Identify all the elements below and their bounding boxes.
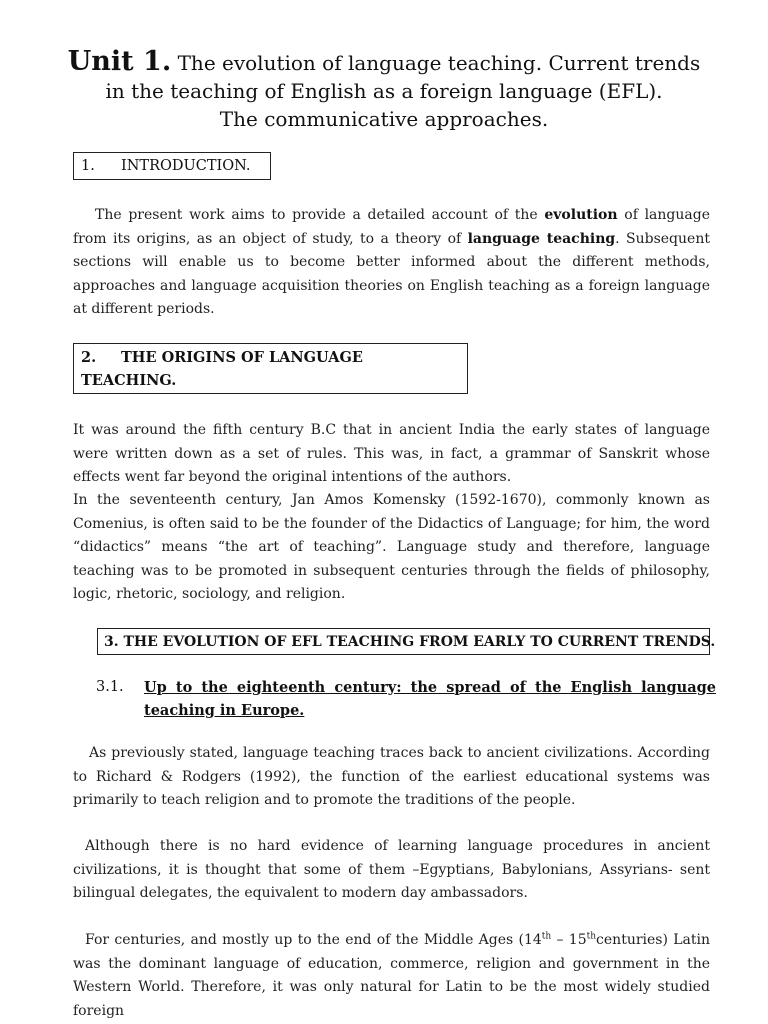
section-2-heading-line-2: TEACHING. (81, 372, 177, 389)
unit-label: Unit 1. (67, 46, 172, 77)
evolution-paragraph-3 (73, 929, 710, 1023)
evolution-paragraph-2: Although there is no hard evidence of learning language procedures in ancient civilizations, it is thought that some of them –Egyptians, Babylonians, Assyrians- sent bilingual delegates, the equivalent to modern day ambassadors. (73, 838, 710, 901)
section-3-heading: 3. THE EVOLUTION OF EFL TEACHING FROM EARLY TO CURRENT TRENDS. (104, 634, 716, 650)
title-line-3: The communicative approaches. (219, 107, 549, 131)
superscript-th-2: th (586, 931, 597, 942)
evolution-paragraph-1: As previously stated, language teaching traces back to ancient civilizations. According to Richard & Rodgers (1992), the function of the earliest educational systems was primarily to teach religion and to promote the traditions of the people. (73, 745, 710, 808)
middle-ages-text-1: For centuries, and mostly up to the end of the Middle Ages (14 (85, 932, 542, 948)
intro-bold-language-teaching: language teaching (467, 230, 616, 247)
intro-text-3: . Subsequent sections will enable us to become better informed about the different methods, approaches and language acquisition theories on English teaching as a foreign language at different periods. (73, 230, 710, 317)
middle-ages-text-2: – 15 (551, 932, 587, 948)
middle-ages-text-3: centuries) Latin was the dominant language of education, commerce, religion and government in the Western World. Therefore, it was only natural for Latin to be the most widely studied foreign (73, 932, 710, 1019)
section-2-heading-line-1: THE ORIGINS OF LANGUAGE (121, 349, 363, 366)
document-title (40, 48, 728, 133)
title-line-1: The evolution of language teaching. Current trends (177, 51, 701, 75)
intro-text-2: of language from its origins, as an object of study, to a theory of (73, 207, 710, 247)
section-2-heading-box (73, 343, 468, 394)
intro-paragraph (73, 204, 710, 322)
superscript-th-1: th (541, 931, 552, 942)
origins-paragraph-2: In the seventeenth century, Jan Amos Komensky (1592-1670), commonly known as Comenius, is often said to be the founder of the Didactics of Language; for him, the word “didactics” means “the art of teaching”. Language study and therefore, language teaching was to be promoted in subsequent centuries through the fields of philosophy, logic, rhetoric, sociology, and religion. (73, 492, 710, 602)
section-3-heading-box (97, 628, 716, 655)
intro-text-1: The present work aims to provide a detailed account of the (95, 207, 545, 223)
section-1-heading-box (73, 152, 271, 180)
section-1-number: 1. (81, 158, 95, 174)
section-2-number: 2. (81, 349, 97, 366)
section-1-heading: INTRODUCTION. (121, 158, 251, 174)
origins-paragraph-1: It was around the fifth century B.C that in ancient India the early states of language were written down as a set of rules. This was, in fact, a grammar of Sanskrit whose effects went far beyond the original intentions of the authors. (73, 422, 710, 485)
subsection-3-1-number: 3.1. (96, 679, 124, 695)
title-line-2: in the teaching of English as a foreign language (EFL). (105, 79, 663, 103)
subsection-3-1-title: Up to the eighteenth century: the spread of the English language teaching in Europe. (144, 679, 716, 719)
intro-bold-evolution: evolution (544, 207, 618, 223)
